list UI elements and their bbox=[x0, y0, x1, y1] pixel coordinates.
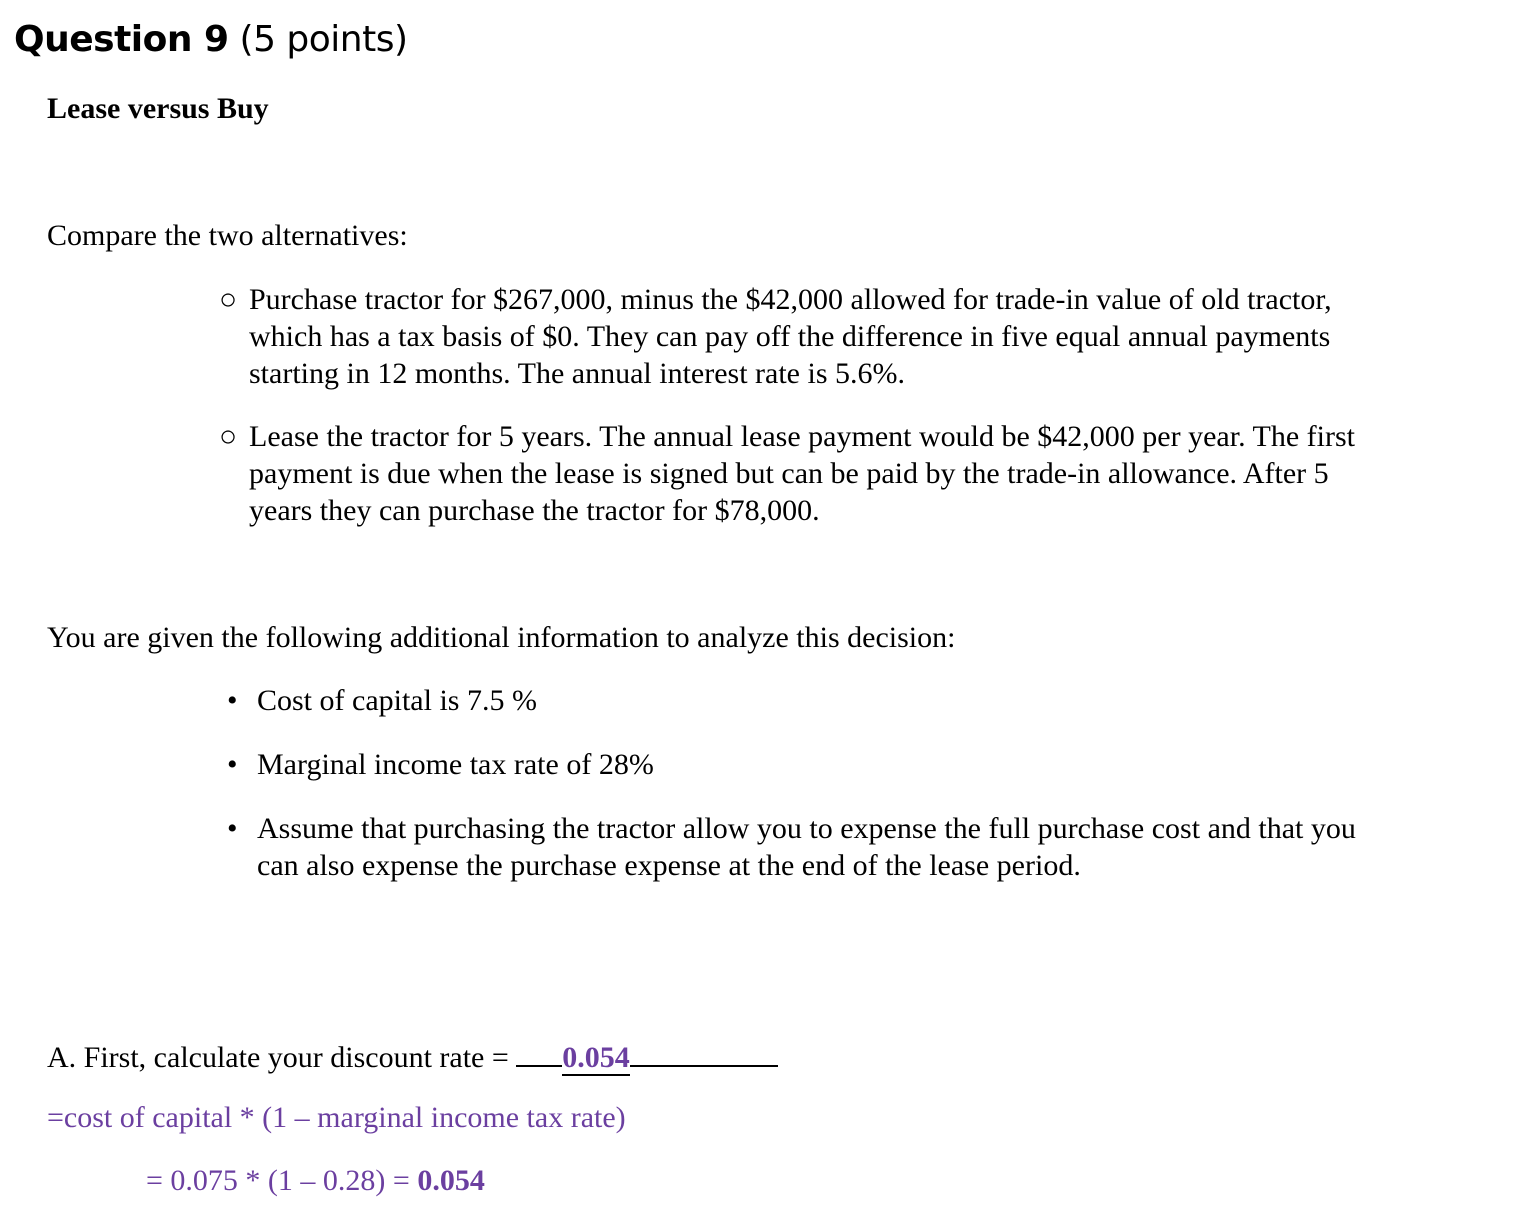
alternative-line: payment is due when the lease is signed but can be paid by the trade-in allowance. After 5 bbox=[249, 457, 1329, 490]
question-subtitle: Lease versus Buy bbox=[47, 92, 269, 125]
calculation-expression: = 0.075 * (1 – 0.28) = bbox=[146, 1164, 418, 1197]
additional-intro: You are given the following additional information to analyze this decision: bbox=[47, 621, 956, 654]
filled-bullet-icon: • bbox=[227, 748, 238, 781]
question-header bbox=[14, 14, 408, 66]
hollow-bullet-icon: ○ bbox=[219, 420, 238, 453]
alternative-item-purchase bbox=[219, 281, 1355, 392]
alternative-item-lease bbox=[219, 418, 1355, 529]
assumption-line: can also expense the purchase expense at the end of the lease period. bbox=[257, 849, 1081, 882]
question-points: (5 points) bbox=[239, 19, 408, 60]
filled-bullet-icon: • bbox=[227, 812, 238, 845]
hollow-bullet-icon: ○ bbox=[219, 283, 238, 316]
formula-line: =cost of capital * (1 – marginal income tax rate) bbox=[47, 1101, 626, 1134]
assumptions-list bbox=[227, 682, 1356, 884]
answer-blank-right bbox=[630, 1035, 778, 1067]
assumption-item-cost-of-capital bbox=[227, 682, 1356, 719]
calculation-result: 0.054 bbox=[417, 1164, 485, 1197]
assumption-item-tax-rate bbox=[227, 746, 1356, 783]
alternative-line: Lease the tractor for 5 years. The annual lease payment would be $42,000 per year. The first bbox=[249, 420, 1355, 453]
alternatives-list bbox=[219, 281, 1355, 529]
part-a-prompt-line bbox=[47, 1035, 778, 1076]
assumption-item-expense bbox=[227, 810, 1356, 884]
answer-blank-left bbox=[516, 1035, 562, 1067]
assumption-line: Marginal income tax rate of 28% bbox=[257, 748, 654, 781]
assumption-line: Assume that purchasing the tractor allow you to expense the full purchase cost and that you bbox=[257, 812, 1356, 845]
compare-intro: Compare the two alternatives: bbox=[47, 219, 408, 252]
calculation-line bbox=[146, 1162, 485, 1199]
discount-rate-answer: 0.054 bbox=[562, 1041, 630, 1074]
alternative-line: starting in 12 months. The annual interest rate is 5.6%. bbox=[249, 357, 905, 390]
assumption-line: Cost of capital is 7.5 % bbox=[257, 684, 537, 717]
filled-bullet-icon: • bbox=[227, 684, 238, 717]
alternative-line: which has a tax basis of $0. They can pay off the difference in five equal annual payments bbox=[249, 320, 1331, 353]
alternative-line: Purchase tractor for $267,000, minus the $42,000 allowed for trade-in value of old tractor, bbox=[249, 283, 1332, 316]
part-a-prompt: A. First, calculate your discount rate = bbox=[47, 1041, 509, 1074]
alternative-line: years they can purchase the tractor for $78,000. bbox=[249, 494, 820, 527]
question-title: Question 9 bbox=[14, 19, 229, 60]
